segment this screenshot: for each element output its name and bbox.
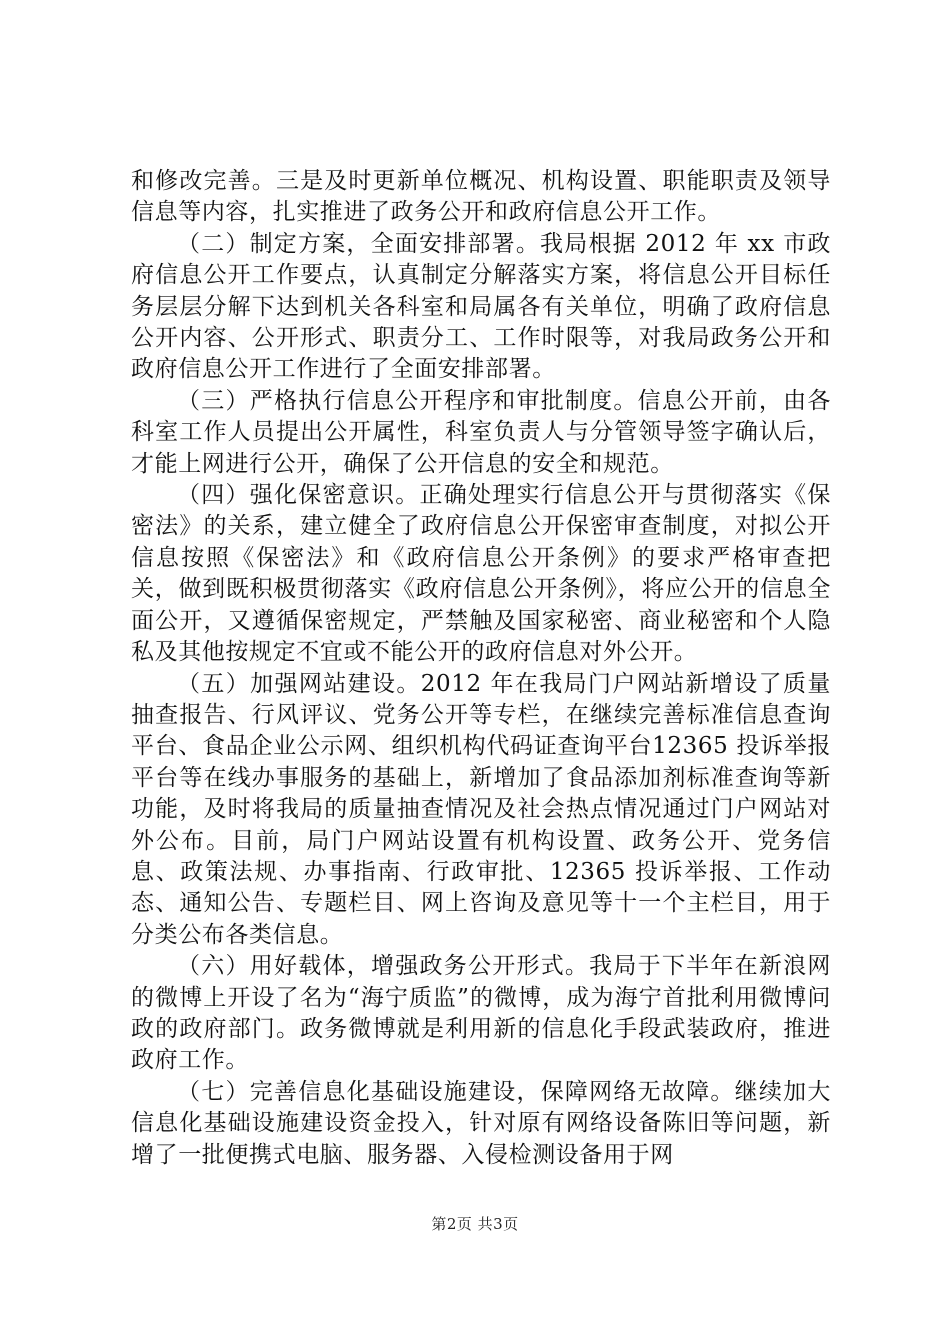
paragraph-section-6: （六）用好载体，增强政务公开形式。我局于下半年在新浪网的微博上开设了名为“海宁质监”的微博，成为海宁首批利用微博问政的政府部门。政务微博就是利用新的信息化手段武装政府，推进政府工作。 bbox=[131, 953, 831, 1074]
paragraph-section-4: （四）强化保密意识。正确处理实行信息公开与贯彻落实《保密法》的关系，建立健全了政府信息公开保密审查制度，对拟公开信息按照《保密法》和《政府信息公开条例》的要求严格审查把关，做到既积极贯彻落实《政府信息公开条例》，将应公开的信息全面公开，又遵循保密规定，严禁触及国家秘密、商业秘密和个人隐私及其他按规定不宜或不能公开的政府信息对外公开。 bbox=[131, 482, 831, 666]
paragraph-section-2: （二）制定方案，全面安排部署。我局根据 2012 年 xx 市政府信息公开工作要点，认真制定分解落实方案，将信息公开目标任务层层分解下达到机关各科室和局属各有关单位，明确了政府信息公开内容、公开形式、职责分工、工作时限等，对我局政务公开和政府信息公开工作进行了全面安排部署。 bbox=[131, 230, 831, 383]
paragraph-section-5: （五）加强网站建设。2012 年在我局门户网站新增设了质量抽查报告、行风评议、党务公开等专栏，在继续完善标准信息查询平台、食品企业公示网、组织机构代码证查询平台12365 投诉举报平台等在线办事服务的基础上，新增加了食品添加剂标准查询等新功能，及时将我局的质量抽查情况及社会热点情况通过门户网站对外公布。目前，局门户网站设置有机构设置、政务公开、党务信息、政策法规、办事指南、行政审批、12365 投诉举报、工作动态、通知公告、专题栏目、网上咨询及意见等十一个主栏目，用于分类公布各类信息。 bbox=[131, 670, 831, 948]
page-number-footer: 第2页 共3页 bbox=[431, 1215, 519, 1233]
document-body bbox=[131, 166, 831, 1171]
paragraph-continuation: 和修改完善。三是及时更新单位概况、机构设置、职能职责及领导信息等内容，扎实推进了政务公开和政府信息公开工作。 bbox=[131, 168, 831, 226]
paragraph-section-7: （七）完善信息化基础设施建设，保障网络无故障。继续加大信息化基础设施建设资金投入，针对原有网络设备陈旧等问题，新增了一批便携式电脑、服务器、入侵检测设备用于网 bbox=[131, 1078, 831, 1168]
paragraph-section-3: （三）严格执行信息公开程序和审批制度。信息公开前，由各科室工作人员提出公开属性，科室负责人与分管领导签字确认后，才能上网进行公开，确保了公开信息的安全和规范。 bbox=[131, 387, 831, 477]
